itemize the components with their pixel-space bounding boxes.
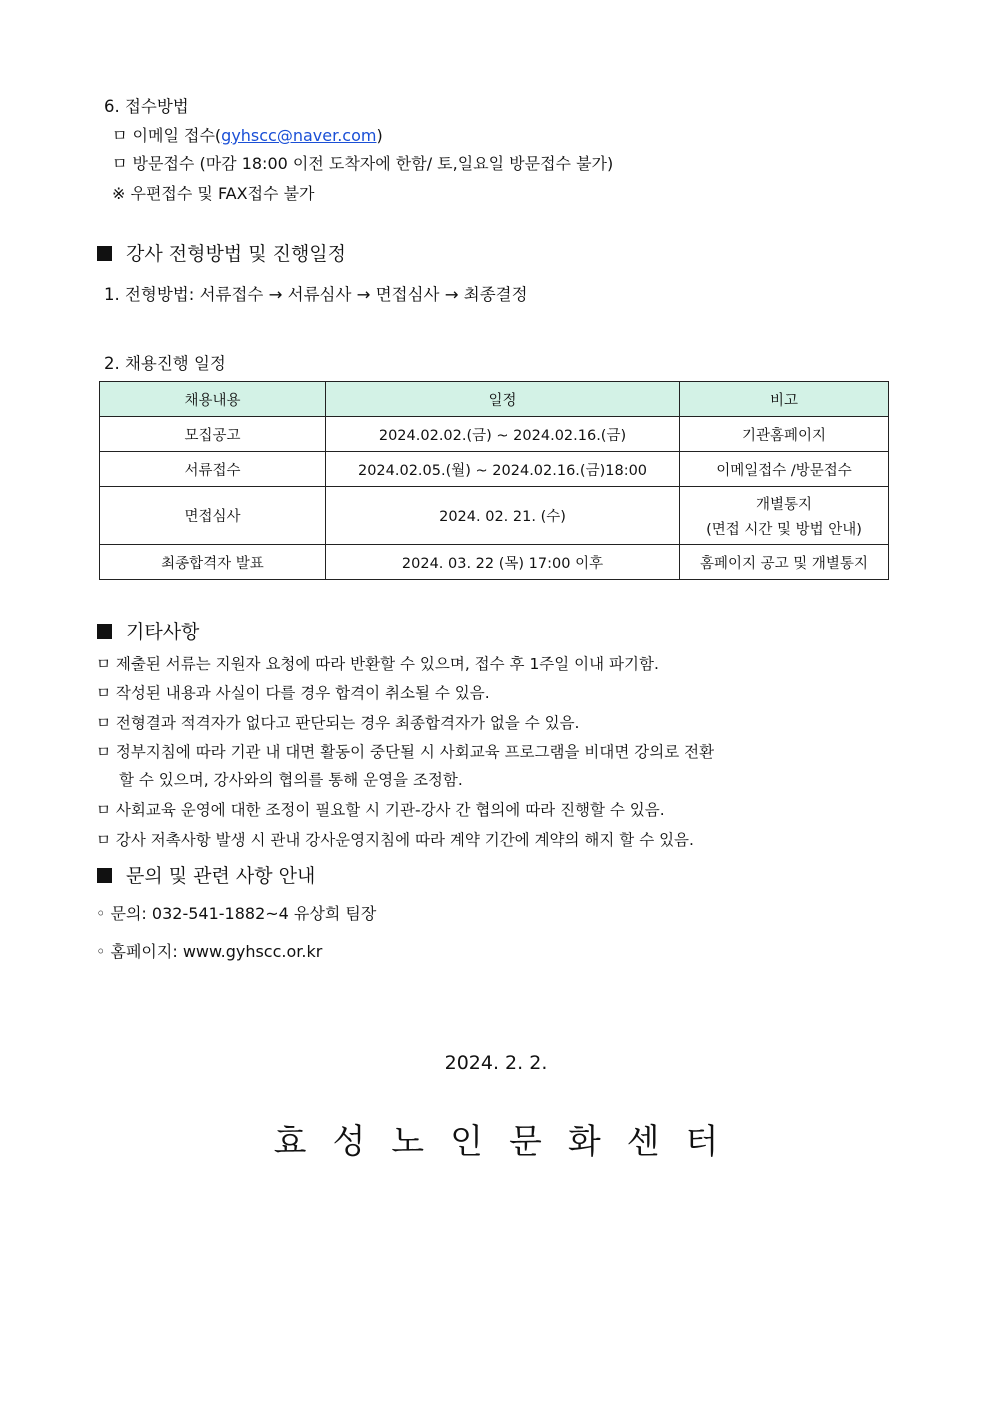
selection-method — [104, 281, 528, 305]
receipt-visit: ㅁ 방문접수 (마감 18:00 이전 도착자에 한함/ 토,일요일 방문접수 불가) — [112, 154, 614, 173]
table-row — [100, 545, 889, 580]
receipt-note: ※ 우편접수 및 FAX접수 불가 — [112, 184, 315, 203]
misc-item: ㅁ 정부지침에 따라 기관 내 대면 활동이 중단될 시 사회교육 프로그램을 비대면 강의로 전환 — [96, 743, 715, 761]
misc-item: ㅁ 강사 저촉사항 발생 시 관내 강사운영지침에 따라 계약 기간에 계약의 해지 할 수 있음. — [96, 831, 694, 849]
table-cell-date: 2024.02.02.(금) ~ 2024.02.16.(금) — [326, 417, 680, 452]
misc-item: ㅁ 사회교육 운영에 대한 조정이 필요할 시 기관-강사 간 협의에 따라 진행할 수 있음. — [96, 801, 665, 819]
selection-method-steps: 서류접수 → 서류심사 → 면접심사 → 최종결정 — [199, 285, 528, 304]
misc-item: ㅁ 작성된 내용과 사실이 다를 경우 합격이 취소될 수 있음. — [96, 684, 490, 702]
misc-title-text: 기타사항 — [126, 621, 200, 643]
contact-section-title — [97, 861, 315, 888]
table-cell-content: 서류접수 — [100, 452, 326, 487]
selection-section-title — [97, 239, 346, 266]
table-header-row — [100, 382, 889, 417]
email-link[interactable]: gyhscc@naver.com — [221, 126, 377, 145]
table-cell-note: 이메일접수 /방문접수 — [680, 452, 889, 487]
receipt-email-suffix: ) — [376, 126, 383, 145]
table-row — [100, 417, 889, 452]
receipt-email — [112, 123, 383, 146]
table-header-note: 비고 — [680, 382, 889, 417]
organization-name: 효성노인문화센터 — [273, 1122, 745, 1162]
contact-homepage: ◦ 홈페이지: www.gyhscc.or.kr — [96, 942, 323, 961]
schedule-table — [99, 381, 889, 580]
table-cell-content: 모집공고 — [100, 417, 326, 452]
table-cell-date: 2024. 02. 21. (수) — [326, 487, 680, 545]
table-header-date: 일정 — [326, 382, 680, 417]
table-cell-note: 홈페이지 공고 및 개별통지 — [680, 545, 889, 580]
table-row — [100, 487, 889, 545]
table-header-content: 채용내용 — [100, 382, 326, 417]
receipt-heading: 6. 접수방법 — [104, 97, 189, 116]
contact-title-text: 문의 및 관련 사항 안내 — [126, 865, 316, 887]
table-cell-date: 2024.02.05.(월) ~ 2024.02.16.(금)18:00 — [326, 452, 680, 487]
selection-title-text: 강사 전형방법 및 진행일정 — [126, 243, 347, 265]
square-bullet-icon — [97, 868, 112, 883]
square-bullet-icon — [97, 246, 112, 261]
table-cell-note: 기관홈페이지 — [680, 417, 889, 452]
table-cell-note — [680, 487, 889, 545]
table-cell-note-line2: (면접 시간 및 방법 안내) — [706, 521, 862, 538]
misc-item: ㅁ 제출된 서류는 지원자 요청에 따라 반환할 수 있으며, 접수 후 1주일 이내 파기함. — [96, 655, 659, 673]
table-cell-note-line1: 개별통지 — [755, 496, 813, 513]
document-date: 2024. 2. 2. — [444, 1052, 548, 1074]
selection-method-label: 1. 전형방법: — [104, 285, 195, 304]
square-bullet-icon — [97, 624, 112, 639]
misc-section-title — [97, 617, 199, 644]
table-cell-date: 2024. 03. 22 (목) 17:00 이후 — [326, 545, 680, 580]
table-row — [100, 452, 889, 487]
contact-phone: ◦ 문의: 032-541-1882~4 유상희 팀장 — [96, 904, 377, 923]
misc-item-continuation: 할 수 있으며, 강사와의 협의를 통해 운영을 조정함. — [119, 771, 463, 789]
schedule-heading: 2. 채용진행 일정 — [104, 354, 226, 373]
misc-item: ㅁ 전형결과 적격자가 없다고 판단되는 경우 최종합격자가 없을 수 있음. — [96, 714, 580, 732]
receipt-email-prefix: ㅁ 이메일 접수( — [112, 126, 222, 145]
table-cell-content: 면접심사 — [100, 487, 326, 545]
table-cell-content: 최종합격자 발표 — [100, 545, 326, 580]
